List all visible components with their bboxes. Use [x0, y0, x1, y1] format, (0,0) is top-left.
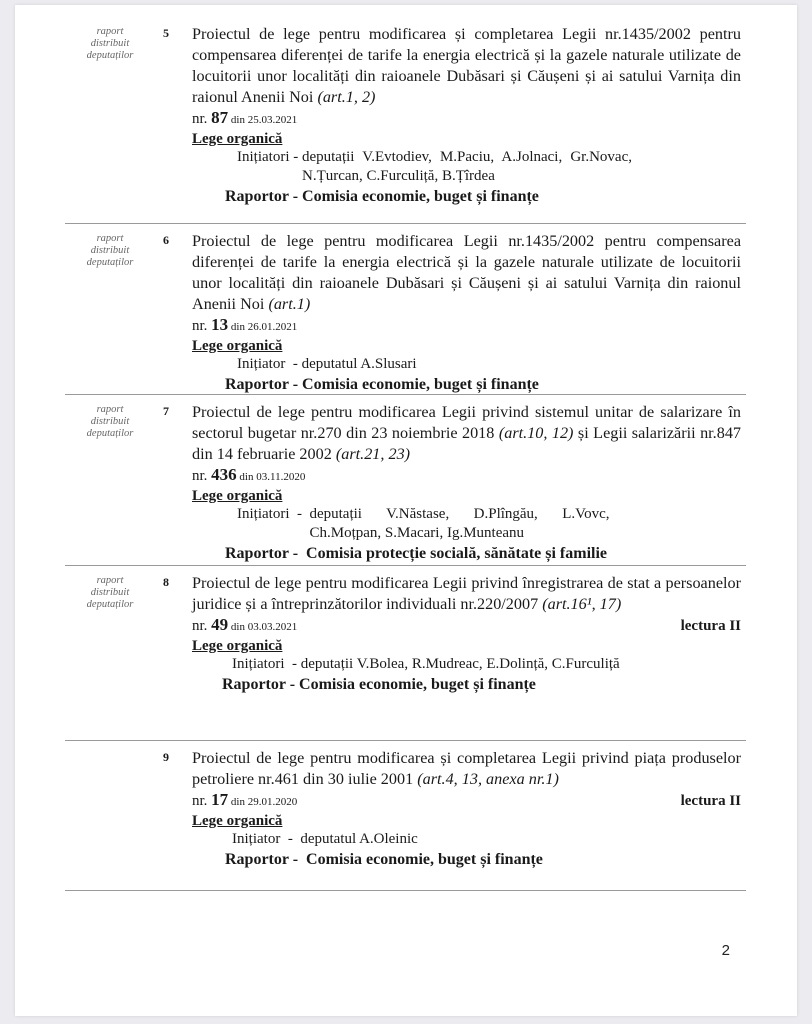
bill-articles: (art.1, 2): [317, 88, 376, 106]
registration-number: 87: [211, 108, 229, 127]
agenda-item-9: [65, 748, 745, 888]
registration-line: nr. 436 din 03.11.2020: [192, 465, 306, 484]
item-body: [192, 573, 741, 696]
bill-title: Proiectul de lege pentru modificarea Legii privind sistemul unitar de salarizare în sectorul bugetar nr.270 din 23 noiembrie 2018 (art.10, 12) și Legii salarizării nr.847 din 14 februarie 2002 (art.21, 23): [192, 403, 742, 463]
separator-line: [65, 394, 746, 395]
registration-number: 436: [211, 465, 237, 484]
initiators: Inițiator - deputatul A.Oleinic: [232, 831, 418, 847]
registration-number: 13: [211, 315, 229, 334]
reading-stage: lectura II: [680, 793, 741, 809]
registration-date: din 29.01.2020: [228, 796, 298, 808]
reading-stage: lectura II: [680, 618, 741, 634]
registration-date: din 26.01.2021: [228, 321, 298, 333]
initiators: Inițiatori - deputații V.Năstase, D.Plîngău, L.Vovc, Ch.Moțpan, S.Macari, Ig.Munteanu: [237, 506, 610, 541]
registration-date: din 03.11.2020: [236, 471, 306, 483]
margin-note: raport distribuit deputaților: [86, 26, 134, 61]
item-body: [192, 748, 741, 871]
agenda-item-5: [65, 24, 745, 224]
registration-number: 17: [211, 790, 229, 809]
registration-line: nr. 17 din 29.01.2020 lectura II: [192, 790, 741, 809]
item-number: 9: [163, 750, 169, 764]
item-number: 7: [163, 404, 169, 418]
rapporteur: Raportor - Comisia economie, buget și finanțe: [225, 188, 539, 205]
item-number: 6: [163, 233, 169, 247]
item-number: 8: [163, 575, 169, 589]
agenda-item-7: [65, 402, 745, 562]
margin-note: raport distribuit deputaților: [86, 233, 134, 268]
law-type: Lege organică: [192, 813, 283, 829]
margin-note: raport distribuit deputaților: [86, 404, 134, 439]
margin-note: raport distribuit deputaților: [86, 575, 134, 610]
separator-line: [65, 223, 746, 224]
agenda-item-6: [65, 231, 745, 391]
bill-title: Proiectul de lege pentru modificarea și completarea Legii nr.1435/2002 pentru compensarea diferenței de tarife la energia electrică și la gazele naturale utilizate de locuitorii unor localități din raioanele Dubăsari și Căușeni și ai satului Varnița din raionul Anenii Noi (art.1, 2): [192, 25, 741, 106]
document-page: [15, 5, 797, 1016]
item-body: [192, 231, 741, 396]
rapporteur: Raportor - Comisia economie, buget și finanțe: [222, 676, 536, 693]
bill-title: Proiectul de lege pentru modificarea și completarea Legii privind piața produselor petroliere nr.461 din 30 iulie 2001 (art.4, 13, anexa nr.1): [192, 749, 741, 788]
rapporteur: Raportor - Comisia economie, buget și finanțe: [225, 851, 543, 868]
bill-articles: (art.10, 12): [498, 424, 574, 442]
bill-articles: (art.21, 23): [335, 445, 411, 463]
registration-line: nr. 49 din 03.03.2021 lectura II: [192, 615, 741, 634]
bill-title: Proiectul de lege pentru modificarea Legii nr.1435/2002 pentru compensarea diferenței de tarife la energia electrică și la gazele naturale utilizate de locuitorii unor localități din raioanele Dubăsari și Căușeni și ai satului Varnița din raionul Anenii Noi (art.1): [192, 232, 741, 313]
separator-line: [65, 740, 746, 741]
rapporteur: Raportor - Comisia protecție socială, sănătate și familie: [225, 545, 608, 562]
bill-title: Proiectul de lege pentru modificarea Legii privind înregistrarea de stat a persoanelor juridice și a întreprinzătorilor individuali nr.220/2007 (art.16¹, 17): [192, 574, 741, 613]
registration-number: 49: [211, 615, 229, 634]
page-number: 2: [721, 942, 730, 959]
registration-date: din 03.03.2021: [228, 621, 298, 633]
law-type: Lege organică: [192, 131, 283, 147]
bill-articles: (art.1): [268, 295, 311, 313]
item-number: 5: [163, 26, 169, 40]
bill-articles: (art.16¹, 17): [542, 595, 622, 613]
law-type: Lege organică: [192, 488, 283, 504]
rapporteur: Raportor - Comisia economie, buget și finanțe: [225, 376, 539, 393]
initiators: Inițiator - deputatul A.Slusari: [237, 356, 417, 372]
initiators: Inițiatori - deputații V.Bolea, R.Mudreac, E.Dolință, C.Furculiță: [232, 656, 620, 672]
bill-articles: (art.4, 13, anexa nr.1): [417, 770, 559, 788]
law-type: Lege organică: [192, 638, 283, 654]
item-body: [192, 402, 741, 565]
registration-date: din 25.03.2021: [228, 114, 298, 126]
law-type: Lege organică: [192, 338, 283, 354]
registration-line: nr. 13 din 26.01.2021: [192, 315, 298, 334]
initiators: Inițiatori - deputații V.Evtodiev, M.Paciu, A.Jolnaci, Gr.Novac, N.Țurcan, C.Furculiță, B.Țîrdea: [237, 149, 632, 184]
separator-line: [65, 565, 746, 566]
agenda-item-8: [65, 573, 745, 733]
item-body: [192, 24, 741, 208]
registration-line: nr. 87 din 25.03.2021: [192, 108, 298, 127]
separator-line: [65, 890, 746, 891]
